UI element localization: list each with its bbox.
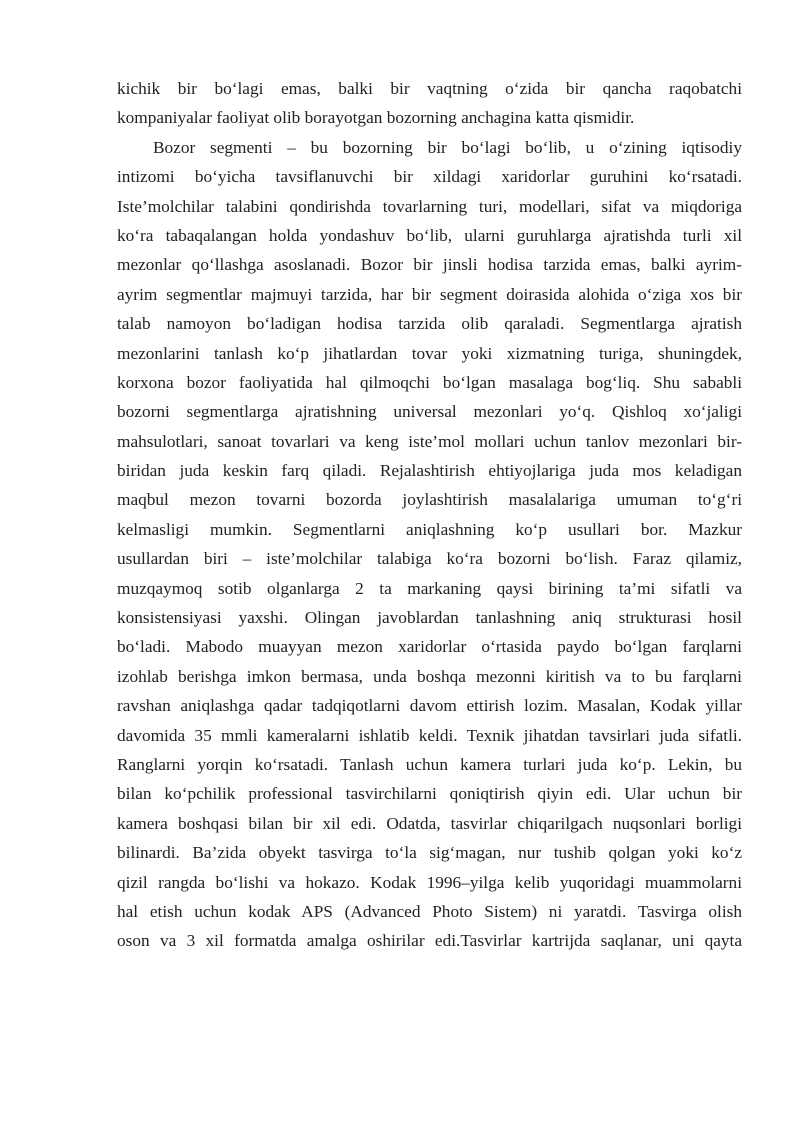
text-line: kompaniyalar faoliyat olib borayotgan bozorning anchagina katta qismidir.: [117, 108, 635, 128]
paragraph-first-line: Bozor segmenti – bu bozorning bir bo‘lagi bo‘lib, u o‘zining iqtisodiy: [153, 137, 742, 157]
text-line: intizomi bo‘yicha tavsiflanuvchi bir xildagi xaridorlar guruhini ko‘rsatadi.: [117, 167, 742, 187]
text-line: Ranglarni yorqin ko‘rsatadi. Tanlash uchun kamera turlari juda ko‘p. Lekin, bu: [117, 754, 742, 774]
text-line: davomida 35 mmli kameralarni ishlatib keldi. Texnik jihatdan tavsirlari juda sifatli.: [117, 725, 742, 745]
text-line: kichik bir bo‘lagi emas, balki bir vaqtning o‘zida bir qancha raqobatchi: [117, 79, 742, 98]
text-line: konsistensiyasi yaxshi. Olingan javoblardan tanlashning aniq strukturasi hosil: [117, 608, 742, 628]
text-line: talab namoyon bo‘ladigan hodisa tarzida olib qaraladi. Segmentlarga ajratish: [117, 314, 742, 334]
text-line: bozorni segmentlarga ajratishning universal mezonlari yo‘q. Qishloq xo‘jaligi: [117, 402, 742, 422]
text-line: kelmasligi mumkin. Segmentlarni aniqlashning ko‘p usullari bor. Mazkur: [117, 519, 742, 539]
text-line: bo‘ladi. Mabodo muayyan mezon xaridorlar o‘rtasida paydo bo‘lgan farqlarni: [117, 637, 742, 657]
text-line: mahsulotlari, sanoat tovarlari va keng iste’mol mollari uchun tanlov mezonlari bir-: [117, 431, 742, 451]
text-line: kamera boshqasi bilan bir xil edi. Odatda, tasvirlar chiqarilgach nuqsonlari borligi: [117, 813, 742, 833]
text-line: bilinardi. Ba’zida obyekt tasvirga to‘la sig‘magan, nur tushib qolgan yoki ko‘z: [117, 843, 742, 863]
text-line: izohlab berishga imkon bermasa, unda boshqa mezonni kiritish va to bu farqlarni: [117, 666, 742, 686]
text-line: hal etish uchun kodak APS (Advanced Photo Sistem) ni yaratdi. Tasvirga olish: [117, 901, 742, 921]
body-text: [117, 74, 742, 956]
text-line: mezonlar qo‘llashga asoslanadi. Bozor bir jinsli hodisa tarzida emas, balki ayrim-: [117, 255, 742, 275]
text-line: usullardan biri – iste’molchilar talabiga ko‘ra bozorni bo‘lish. Faraz qilamiz,: [117, 549, 742, 569]
text-line: ayrim segmentlar majmuyi tarzida, har bir segment doirasida alohida o‘ziga xos bir: [117, 284, 742, 304]
text-line: ravshan aniqlashga qadar tadqiqotlarni davom ettirish lozim. Masalan, Kodak yillar: [117, 696, 742, 716]
text-line: maqbul mezon tovarni bozorda joylashtirish masalalariga umuman to‘g‘ri: [117, 490, 742, 510]
text-line: bilan ko‘pchilik professional tasvirchilarni qoniqtirish qiyin edi. Ular uchun bir: [117, 784, 742, 804]
text-line: biridan juda keskin farq qiladi. Rejalashtirish ehtiyojlariga juda mos keladigan: [117, 461, 742, 481]
text-line: qizil rangda bo‘lishi va hokazo. Kodak 1996–yilga kelib yuqoridagi muammolarni: [117, 872, 742, 892]
text-line: muzqaymoq sotib olganlarga 2 ta markaning qaysi birining ta’mi sifatli va: [117, 578, 742, 598]
text-line: oson va 3 xil formatda amalga oshirilar edi.Tasvirlar kartrijda saqlanar, uni qayta: [117, 931, 742, 951]
text-line: mezonlarini tanlash ko‘p jihatlardan tovar yoki xizmatning turiga, shuningdek,: [117, 343, 742, 363]
text-line: Iste’molchilar talabini qondirishda tovarlarning turi, modellari, sifat va miqdoriga: [117, 196, 742, 216]
text-line: korxona bozor faoliyatida hal qilmoqchi bo‘lgan masalaga bog‘liq. Shu sababli: [117, 372, 742, 392]
text-line: ko‘ra tabaqalangan holda yondashuv bo‘lib, ularni guruhlarga ajratishda turli xil: [117, 225, 742, 245]
